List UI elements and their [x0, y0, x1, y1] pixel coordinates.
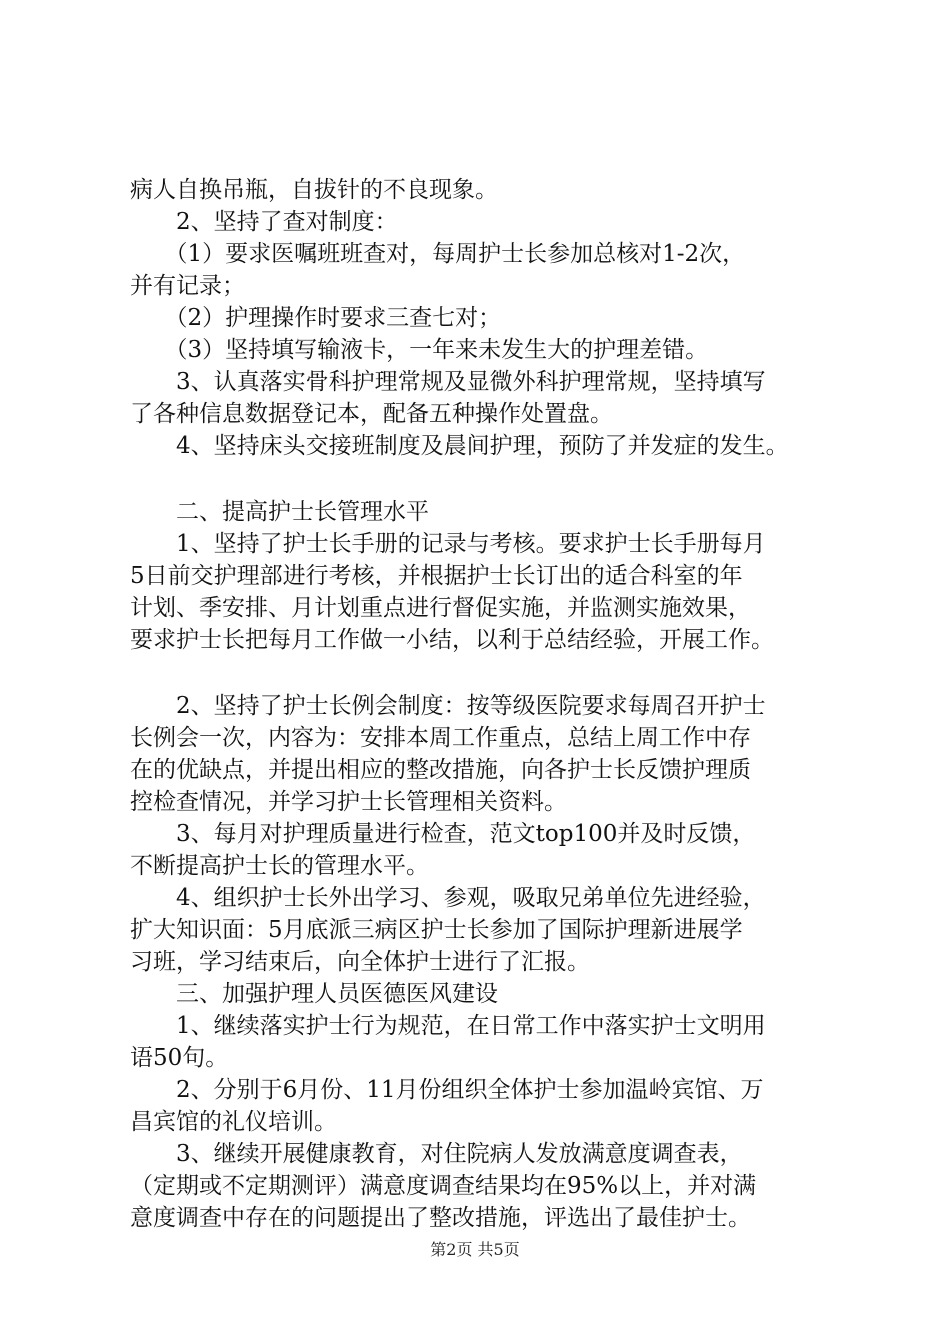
text-line: 病人自换吊瓶，自拔针的不良现象。	[130, 177, 498, 203]
text-line: 4、组织护士长外出学习、参观，吸取兄弟单位先进经验，	[130, 885, 766, 911]
section-heading: 三、加强护理人员医德医风建设	[130, 981, 498, 1007]
document-body	[130, 174, 850, 1234]
text-line: 2、分别于6月份、11月份组织全体护士参加温岭宾馆、万	[130, 1077, 764, 1103]
page-number: 第2页 共5页	[430, 1240, 520, 1259]
text-line: 2、坚持了护士长例会制度：按等级医院要求每周召开护士	[130, 693, 766, 719]
text-line: 了各种信息数据登记本，配备五种操作处置盘。	[130, 401, 613, 427]
text-line: 5日前交护理部进行考核，并根据护士长订出的适合科室的年	[130, 563, 743, 589]
text-line: （3）坚持填写输液卡，一年来未发生大的护理差错。	[130, 337, 709, 363]
text-line: 1、坚持了护士长手册的记录与考核。要求护士长手册每月	[130, 531, 766, 557]
text-line: 控检查情况，并学习护士长管理相关资料。	[130, 789, 567, 815]
text-line: 2、坚持了查对制度：	[130, 209, 398, 235]
text-line: 3、认真落实骨科护理常规及显微外科护理常规，坚持填写	[130, 369, 766, 395]
blank-line	[130, 462, 850, 496]
text-line: 4、坚持床头交接班制度及晨间护理，预防了并发症的发生。	[130, 433, 789, 459]
text-line: 昌宾馆的礼仪培训。	[130, 1109, 337, 1135]
text-line: 意度调查中存在的问题提出了整改措施，评选出了最佳护士。	[130, 1205, 751, 1231]
text-line: 在的优缺点，并提出相应的整改措施，向各护士长反馈护理质	[130, 757, 751, 783]
text-line: 并有记录；	[130, 273, 245, 299]
text-line: 扩大知识面：5月底派三病区护士长参加了国际护理新进展学	[130, 917, 743, 943]
text-line: （1）要求医嘱班班查对，每周护士长参加总核对1-2次，	[130, 241, 746, 267]
text-line: 3、继续开展健康教育，对住院病人发放满意度调查表，	[130, 1141, 743, 1167]
text-line: 长例会一次，内容为：安排本周工作重点，总结上周工作中存	[130, 725, 751, 751]
text-line: 不断提高护士长的管理水平。	[130, 853, 429, 879]
text-line: （定期或不定期测评）满意度调查结果均在95%以上，并对满	[130, 1173, 757, 1199]
text-line: 计划、季安排、月计划重点进行督促实施，并监测实施效果，	[130, 595, 751, 621]
text-line: 要求护士长把每月工作做一小结，以利于总结经验，开展工作。	[130, 627, 774, 653]
text-line: 语50句。	[130, 1045, 229, 1071]
text-line: 3、每月对护理质量进行检查，范文top100并及时反馈，	[130, 821, 756, 847]
text-line: （2）护理操作时要求三查七对；	[130, 305, 502, 331]
text-line: 习班，学习结束后，向全体护士进行了汇报。	[130, 949, 590, 975]
blank-line	[130, 656, 850, 690]
section-heading: 二、提高护士长管理水平	[130, 499, 429, 525]
text-line: 1、继续落实护士行为规范，在日常工作中落实护士文明用	[130, 1013, 766, 1039]
